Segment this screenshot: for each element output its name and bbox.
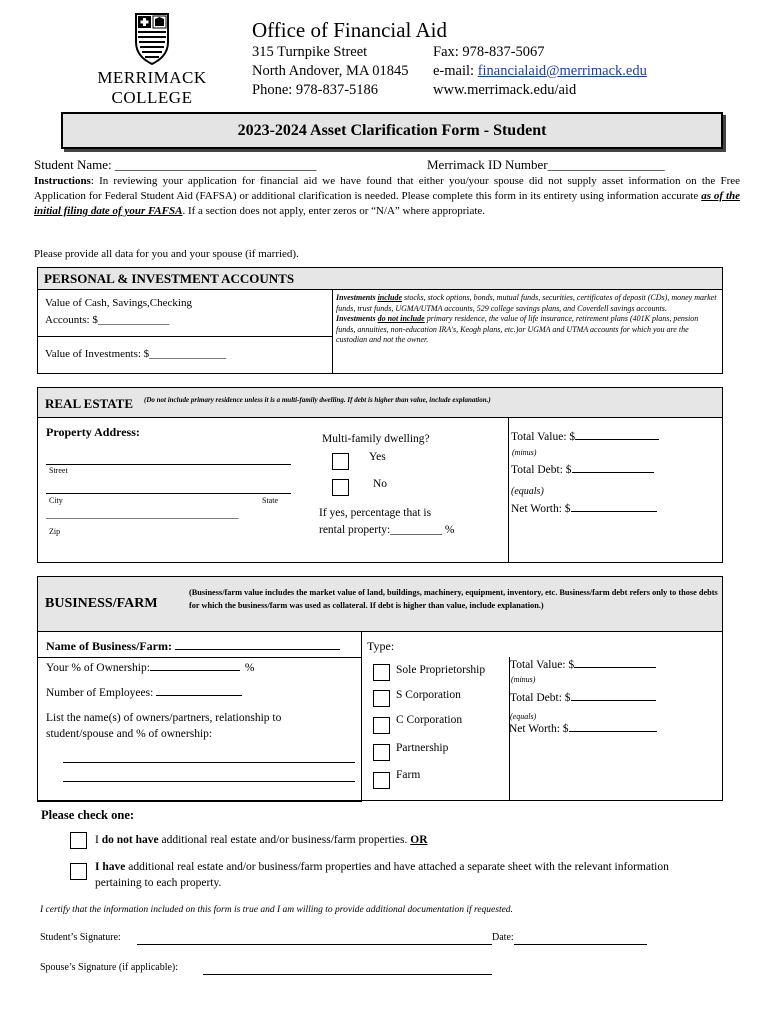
bf-total-value-blank[interactable] xyxy=(574,667,656,668)
date-line[interactable] xyxy=(514,944,647,945)
instructions xyxy=(34,174,740,219)
business-name-blank[interactable] xyxy=(175,649,340,650)
type-partnership-checkbox[interactable] xyxy=(373,744,390,761)
type-ccorp-checkbox[interactable] xyxy=(373,717,390,734)
option2-text: additional real estate and/or business/farm properties and have attached a separate sheet with the relevant information pertaining to each property. xyxy=(95,861,669,889)
bf-net-worth[interactable] xyxy=(509,723,657,735)
student-name-field[interactable]: Student Name: _______________________________ xyxy=(34,157,317,172)
business-note: (Business/farm value includes the market value of land, buildings, machinery, equipment, inventory, etc. Business/farm debt refers only to those debts for which the business/farm was used as collateral. If debt is higher than value, include explanation.) xyxy=(189,588,718,610)
email-link[interactable]: financialaid@merrimack.edu xyxy=(477,63,647,79)
college-name-line2: COLLEGE xyxy=(111,88,193,107)
phone-number: Phone: 978-837-5186 xyxy=(252,82,379,98)
rental-percentage-field[interactable]: rental property:_________ % xyxy=(319,524,455,536)
bf-minus: (minus) xyxy=(511,675,536,684)
note-include: include xyxy=(377,293,403,302)
ownership-blank[interactable] xyxy=(150,670,240,671)
no-checkbox[interactable] xyxy=(332,479,349,496)
personal-divider xyxy=(332,290,333,374)
business-divider xyxy=(361,632,362,802)
investments-field[interactable]: Value of Investments: $______________ xyxy=(45,348,227,360)
website: www.merrimack.edu/aid xyxy=(433,82,577,98)
re-total-value-label: Total Value: $ xyxy=(511,431,576,443)
bf-total-debt-label: Total Debt: $ xyxy=(510,692,571,704)
zip-line[interactable]: ___________________________________ xyxy=(46,508,239,520)
bf-total-value-label: Total Value: $ xyxy=(510,659,575,671)
ownership-field[interactable] xyxy=(46,662,254,674)
investments-note xyxy=(336,293,719,346)
note-do-not-include: do not include xyxy=(377,314,425,324)
note-include-text: stocks, stock options, bonds, mutual funds, securities, certificates of deposit (CDs), money market funds, trust funds, UGMA/UTMA accounts, 529 college savings plans, and Coverdell savings accounts. xyxy=(336,293,717,313)
note-inv-label-2: Investments xyxy=(336,314,376,324)
bf-net-worth-blank[interactable] xyxy=(569,731,657,732)
option1-or: OR xyxy=(410,834,428,846)
multi-family-label: Multi-family dwelling? xyxy=(322,433,430,445)
college-logo xyxy=(96,10,208,110)
business-name-label: Name of Business/Farm: xyxy=(46,639,172,653)
type-farm-label: Farm xyxy=(396,769,421,781)
form-title: 2023-2024 Asset Clarification Form - Student xyxy=(237,122,547,139)
type-scorp-label: S Corporation xyxy=(396,689,461,701)
spouse-signature-line[interactable] xyxy=(203,974,492,975)
bf-net-worth-label: Net Worth: $ xyxy=(509,723,569,735)
fax-number: Fax: 978-837-5067 xyxy=(433,44,545,60)
city-line[interactable] xyxy=(46,493,291,494)
no-label: No xyxy=(373,478,388,490)
address-city: North Andover, MA 01845 xyxy=(252,63,409,79)
zip-label: Zip xyxy=(49,527,61,536)
note-exclude-text: primary residence, the value of life insurance, retirement plans (401K plans, pension funds, annuities, non-education IRA's, Keogh plans, etc.)or UGMA and UTMA accounts for which you are the custodian and not the owner. xyxy=(336,314,699,345)
business-section xyxy=(37,576,723,801)
address-street: 315 Turnpike Street xyxy=(252,44,368,60)
type-sole-label: Sole Proprietorship xyxy=(396,664,486,676)
email-line xyxy=(433,62,647,81)
option1-i: I xyxy=(95,834,102,846)
cash-accounts-label-1: Value of Cash, Savings,Checking xyxy=(45,297,192,309)
re-equals: (equals) xyxy=(511,486,544,497)
instructions-text-2: . If a section does not apply, enter zeros or “N/A” where appropriate. xyxy=(182,205,486,217)
provide-all-data: Please provide all data for you and your spouse (if married). xyxy=(34,248,299,260)
shield-crest-icon xyxy=(134,12,170,66)
bf-total-debt[interactable] xyxy=(510,692,656,704)
re-net-worth-label: Net Worth: $ xyxy=(511,503,571,515)
student-signature-label: Student’s Signature: xyxy=(40,932,121,943)
city-label: City xyxy=(49,496,63,505)
real-estate-divider xyxy=(508,418,509,563)
street-label: Street xyxy=(49,466,68,475)
personal-hline xyxy=(38,336,332,337)
instructions-text-1: : In reviewing your application for financial aid we have found that either you/your spouse did not supply asset information on the Free Application for Federal Student Aid (FAFSA) or additional clarification is needed. Please complete this form in its entirety using information accurate xyxy=(34,175,740,202)
type-ccorp-label: C Corporation xyxy=(396,714,463,726)
business-bottom-rule xyxy=(37,800,361,802)
re-net-worth[interactable] xyxy=(511,503,657,515)
re-total-value-blank[interactable] xyxy=(575,439,659,440)
real-estate-header xyxy=(38,388,722,418)
certify-statement: I certify that the information included on this form is true and I am willing to provide additional documentation if requested. xyxy=(40,905,513,915)
state-label: State xyxy=(262,496,278,505)
real-estate-title: REAL ESTATE xyxy=(45,396,134,411)
student-signature-line[interactable] xyxy=(137,944,492,945)
personal-section xyxy=(37,267,723,374)
option-do-not-have-checkbox[interactable] xyxy=(70,832,87,849)
cash-accounts-field[interactable]: Accounts: $_____________ xyxy=(45,314,170,326)
option2-bold: I have xyxy=(95,861,126,873)
re-total-debt[interactable] xyxy=(511,464,654,476)
date-label: Date: xyxy=(492,932,514,943)
business-name-field[interactable] xyxy=(46,639,340,654)
business-hline xyxy=(38,657,361,658)
note-inv-label: Investments xyxy=(336,293,376,302)
instructions-label: Instructions xyxy=(34,175,91,187)
owners-label-1: List the name(s) of owners/partners, relationship to xyxy=(46,712,282,724)
rental-label-1: If yes, percentage that is xyxy=(319,507,432,519)
type-sole-checkbox[interactable] xyxy=(373,664,390,681)
bf-equals: (equals) xyxy=(510,712,537,721)
ownership-percent: % xyxy=(244,662,255,674)
business-title: BUSINESS/FARM xyxy=(45,596,158,611)
yes-checkbox[interactable] xyxy=(332,453,349,470)
college-name-line1: MERRIMACK xyxy=(97,68,207,87)
merrimack-id-field[interactable]: Merrimack ID Number__________________ xyxy=(427,157,665,172)
employees-blank[interactable] xyxy=(156,695,242,696)
form-title-box xyxy=(61,112,723,149)
check-one-title: Please check one: xyxy=(41,808,135,822)
ownership-label: Your % of Ownership: xyxy=(46,662,150,674)
office-title: Office of Financial Aid xyxy=(252,18,447,42)
owners-line-1[interactable] xyxy=(63,762,355,763)
bf-total-debt-blank[interactable] xyxy=(571,700,656,701)
email-label: e-mail: xyxy=(433,63,478,79)
employees-field[interactable] xyxy=(46,687,242,699)
type-farm-checkbox[interactable] xyxy=(373,772,390,789)
option1-bold: do not have xyxy=(101,834,159,846)
re-net-worth-blank[interactable] xyxy=(571,511,657,512)
street-line[interactable] xyxy=(46,464,291,465)
spouse-signature-label: Spouse’s Signature (if applicable): xyxy=(40,962,179,973)
re-minus: (minus) xyxy=(512,448,537,457)
instructions-emphasis: as of the initial filing date of your FAFSA xyxy=(34,190,740,217)
option-do-not-have xyxy=(95,834,428,846)
option-have-checkbox[interactable] xyxy=(70,863,87,880)
property-address-label: Property Address: xyxy=(46,425,140,439)
personal-header xyxy=(38,268,722,290)
type-label: Type: xyxy=(367,639,395,653)
yes-label: Yes xyxy=(369,451,386,463)
option1-text: additional real estate and/or business/farm properties. xyxy=(158,834,411,846)
type-scorp-checkbox[interactable] xyxy=(373,690,390,707)
real-estate-section xyxy=(37,387,723,563)
option-have xyxy=(95,860,695,891)
real-estate-subtitle: (Do not include primary residence unless it is a multi-family dwelling. If debt is higher than value, include explanation.) xyxy=(144,396,491,404)
bf-total-value[interactable] xyxy=(510,659,656,671)
business-header xyxy=(38,577,722,632)
re-total-value[interactable] xyxy=(511,431,659,443)
personal-title: PERSONAL & INVESTMENT ACCOUNTS xyxy=(44,271,295,286)
owners-line-2[interactable] xyxy=(63,781,355,782)
employees-label: Number of Employees: xyxy=(46,687,154,699)
type-partnership-label: Partnership xyxy=(396,742,449,754)
re-total-debt-label: Total Debt: $ xyxy=(511,464,572,476)
re-total-debt-blank[interactable] xyxy=(572,472,654,473)
owners-label-2: student/spouse and % of ownership: xyxy=(46,728,213,740)
